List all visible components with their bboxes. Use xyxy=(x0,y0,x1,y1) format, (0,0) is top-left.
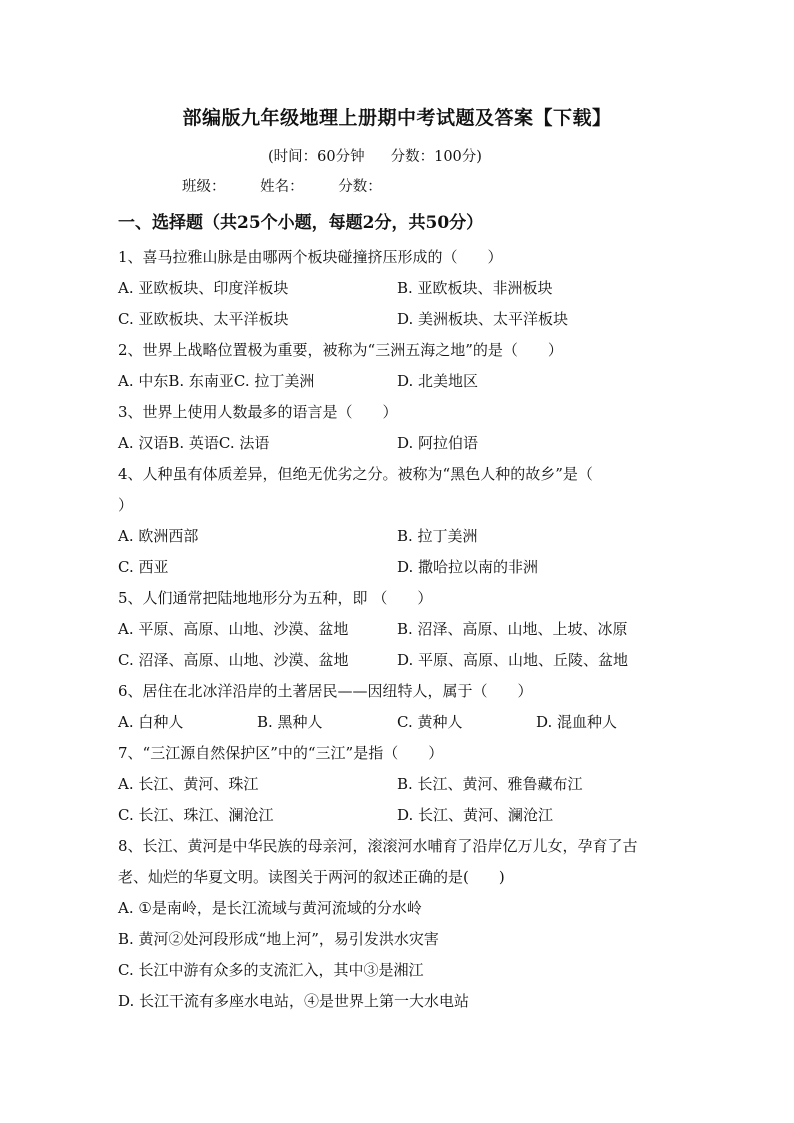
question-text: 2、世界上战略位置极为重要，被称为“三洲五海之地”的是（ ） xyxy=(118,341,563,359)
question-text: 6、居住在北冰洋沿岸的土著居民——因纽特人，属于（ ） xyxy=(118,682,533,700)
question-1-options-row-1 xyxy=(118,277,678,308)
question-8-stem-continued xyxy=(118,866,678,897)
question-4-options-row-2 xyxy=(118,556,678,587)
question-text: 4、人种虽有体质差异，但绝无优劣之分。被称为“黑色人种的故乡”是（ xyxy=(118,465,593,483)
option-c: C. 长江中游有众多的支流汇入，其中③是湘江 xyxy=(118,961,424,979)
question-6-options xyxy=(118,711,678,742)
question-7-stem xyxy=(118,742,678,773)
option-d: D. 平原、高原、山地、丘陵、盆地 xyxy=(397,651,629,669)
option-b: B. 拉丁美洲 xyxy=(397,527,478,545)
question-4-stem-continued xyxy=(118,494,678,525)
option-a: A. 长江、黄河、珠江 xyxy=(118,775,259,793)
question-text-continued: 老、灿烂的华夏文明。读图关于两河的叙述正确的是( ) xyxy=(118,868,505,886)
option-d: D. 撒哈拉以南的非洲 xyxy=(397,558,539,576)
exam-total-score: 分数：100分) xyxy=(390,149,482,165)
option-d: D. 混血种人 xyxy=(536,713,618,731)
question-text: 8、长江、黄河是中华民族的母亲河，滚滚河水哺育了沿岸亿万儿女，孕育了古 xyxy=(118,837,638,855)
question-5-options-row-1 xyxy=(118,618,678,649)
question-5-stem xyxy=(118,587,678,618)
question-2-options xyxy=(118,370,678,401)
option-c: C. 沼泽、高原、山地、沙漠、盆地 xyxy=(118,651,349,669)
class-label: 班级： xyxy=(182,179,226,195)
option-b: B. 亚欧板块、非洲板块 xyxy=(397,279,553,297)
question-7-options-row-2 xyxy=(118,804,678,835)
option-c: C. 长江、珠江、澜沧江 xyxy=(118,806,274,824)
option-a: A. 欧洲西部 xyxy=(118,527,199,545)
option-d: D. 阿拉伯语 xyxy=(397,434,479,452)
option-b: B. 黄河②处河段形成“地上河”，易引发洪水灾害 xyxy=(118,930,439,948)
section-heading: 一、选择题（共25个小题，每题2分，共50分） xyxy=(118,213,484,233)
option-a: A. 平原、高原、山地、沙漠、盆地 xyxy=(118,620,349,638)
question-text: 7、“三江源自然保护区”中的“三江”是指（ ） xyxy=(118,744,444,762)
question-3-stem xyxy=(118,401,678,432)
option-c: C. 黄种人 xyxy=(397,713,463,731)
question-6-stem xyxy=(118,680,678,711)
option-c: C. 西亚 xyxy=(118,558,169,576)
option-b: B. 沼泽、高原、山地、上坡、冰原 xyxy=(397,620,628,638)
option-abc: A. 中东B. 东南亚C. 拉丁美洲 xyxy=(118,372,315,390)
option-d: D. 长江干流有多座水电站，④是世界上第一大水电站 xyxy=(118,992,470,1010)
question-3-options xyxy=(118,432,678,463)
option-b: B. 长江、黄河、雅鲁藏布江 xyxy=(397,775,583,793)
question-8-option-c xyxy=(118,959,678,990)
score-label: 分数： xyxy=(338,179,382,195)
question-text: 3、世界上使用人数最多的语言是（ ） xyxy=(118,403,398,421)
question-8-option-d xyxy=(118,990,678,1021)
question-list xyxy=(118,246,678,1021)
question-4-options-row-1 xyxy=(118,525,678,556)
option-a: A. ①是南岭，是长江流域与黄河流域的分水岭 xyxy=(118,899,422,917)
question-text: 1、喜马拉雅山脉是由哪两个板块碰撞挤压形成的（ ） xyxy=(118,248,503,266)
option-abc: A. 汉语B. 英语C. 法语 xyxy=(118,434,270,452)
question-8-option-a xyxy=(118,897,678,928)
question-8-option-b xyxy=(118,928,678,959)
question-2-stem xyxy=(118,339,678,370)
question-4-stem xyxy=(118,463,678,494)
option-d: D. 北美地区 xyxy=(397,372,479,390)
question-1-stem xyxy=(118,246,678,277)
question-1-options-row-2 xyxy=(118,308,678,339)
option-c: C. 亚欧板块、太平洋板块 xyxy=(118,310,289,328)
question-text: 5、人们通常把陆地地形分为五种，即 （ ） xyxy=(118,589,433,607)
exam-meta xyxy=(268,145,482,166)
question-7-options-row-1 xyxy=(118,773,678,804)
question-text-continued: ） xyxy=(118,496,134,514)
exam-time: (时间：60分钟 xyxy=(268,149,365,165)
option-a: A. 亚欧板块、印度洋板块 xyxy=(118,279,289,297)
student-info xyxy=(182,175,412,196)
option-d: D. 长江、黄河、澜沧江 xyxy=(397,806,554,824)
question-8-stem xyxy=(118,835,678,866)
option-d: D. 美洲板块、太平洋板块 xyxy=(397,310,569,328)
document-title: 部编版九年级地理上册期中考试题及答案【下载】 xyxy=(182,107,612,129)
option-b: B. 黑种人 xyxy=(257,713,323,731)
question-5-options-row-2 xyxy=(118,649,678,680)
option-a: A. 白种人 xyxy=(118,713,184,731)
name-label: 姓名： xyxy=(260,179,304,195)
